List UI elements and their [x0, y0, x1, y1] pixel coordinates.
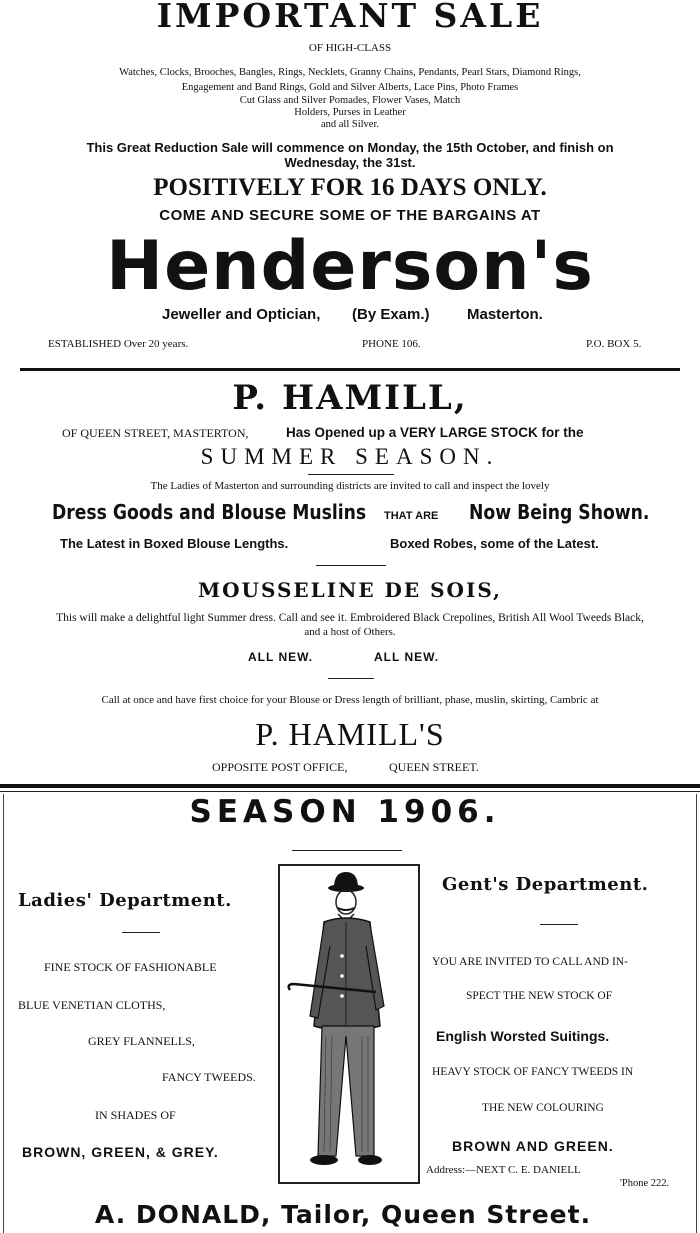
positively-16-days: POSITIVELY FOR 16 DAYS ONLY. [153, 174, 547, 201]
ladies-item-2: BLUE VENETIAN CLOTHS, [18, 998, 166, 1012]
divider-1 [20, 368, 680, 371]
gents-worsted: English Worsted Suitings. [436, 1028, 610, 1044]
goods-line-5: and all Silver. [320, 119, 380, 130]
dress-goods: Dress Goods and Blouse Muslins [52, 500, 367, 524]
divider-2 [0, 784, 700, 788]
hamill-title: P. HAMILL, [232, 378, 468, 418]
henderson-pobox: P.O. BOX 5. [586, 338, 642, 350]
jeweller-optician: Jeweller and Optician, [162, 306, 321, 323]
ladies-item-3: GREY FLANNELLS, [88, 1034, 195, 1048]
ladies-item-4: FANCY TWEEDS. [162, 1070, 256, 1084]
donald-right-border [696, 794, 697, 1233]
season-underline [292, 850, 402, 851]
short-rule-2 [328, 678, 374, 679]
divider-2b [0, 791, 700, 792]
donald-footer: A. DONALD, Tailor, Queen Street. [94, 1200, 592, 1229]
goods-line-1: Watches, Clocks, Brooches, Bangles, Rings, Necklets, Granny Chains, Pendants, Pearl Stars, Diamond Rings, [119, 67, 581, 78]
gents-item-2: SPECT THE NEW STOCK OF [466, 990, 613, 1002]
ladies-colours: BROWN, GREEN, & GREY. [22, 1144, 219, 1160]
gents-heading: Gent's Department. [442, 874, 649, 895]
by-exam: (By Exam.) [352, 306, 430, 323]
delight-line-2: and a host of Others. [304, 626, 396, 638]
hamills-sign: P. HAMILL'S [255, 716, 445, 752]
goods-line-2: Engagement and Band Rings, Gold and Silver Alberts, Lace Pins, Photo Frames [181, 82, 519, 93]
boxed-robes: Boxed Robes, some of the Latest. [390, 536, 599, 551]
gents-item-3: HEAVY STOCK OF FANCY TWEEDS IN [432, 1066, 634, 1078]
gentleman-figure-icon [280, 866, 418, 1182]
ladies-rule [122, 932, 160, 933]
season-1906: SEASON 1906. [189, 794, 501, 830]
hamill-queen-street: QUEEN STREET. [389, 760, 479, 774]
has-opened: Has Opened up a VERY LARGE STOCK for the [286, 425, 584, 440]
henderson-advert [0, 0, 700, 372]
donald-phone: 'Phone 222. [620, 1178, 670, 1189]
of-queen-street: OF QUEEN STREET, MASTERTON, [62, 426, 249, 440]
gentleman-illustration [278, 864, 420, 1184]
now-being-shown: Now Being Shown. [469, 500, 650, 524]
ladies-item-1: FINE STOCK OF FASHIONABLE [44, 960, 217, 974]
summer-underline [308, 474, 394, 475]
town-masterton: Masterton. [467, 306, 543, 323]
gents-item-1: YOU ARE INVITED TO CALL AND IN- [432, 956, 628, 968]
summer-season: SUMMER SEASON. [200, 444, 500, 469]
donald-left-border [3, 794, 4, 1233]
henderson-title: IMPORTANT SALE [156, 0, 544, 35]
short-rule-1 [316, 565, 386, 566]
goods-line-4: Holders, Purses in Leather [294, 107, 406, 118]
of-high-class: OF HIGH-CLASS [308, 42, 392, 54]
gents-rule [540, 924, 578, 925]
mousseline-de-sois: MOUSSELINE DE SOIS, [197, 578, 503, 602]
donald-address: Address:—NEXT C. E. DANIELL [426, 1164, 581, 1176]
that-are: THAT ARE [384, 510, 439, 522]
latest-boxed: The Latest in Boxed Blouse Lengths. [60, 536, 289, 551]
call-at-once: Call at once and have first choice for your Blouse or Dress length of brilliant, phase, muslin, skirting, Cambric at [101, 694, 599, 706]
gents-colours: BROWN AND GREEN. [452, 1138, 614, 1154]
ladies-heading: Ladies' Department. [18, 890, 232, 911]
hamill-advert [0, 372, 700, 784]
all-new-2: ALL NEW. [374, 650, 440, 664]
goods-line-3: Cut Glass and Silver Pomades, Flower Vases, Match [239, 95, 461, 106]
reduction-line-1: This Great Reduction Sale will commence on Monday, the 15th October, and finish on [86, 140, 614, 155]
gents-item-4: THE NEW COLOURING [482, 1102, 604, 1114]
ladies-item-5: IN SHADES OF [95, 1108, 176, 1122]
delight-line-1: This will make a delightful light Summer dress. Call and see it. Embroidered Black Crepolines, British All Wool Tweeds Black, [56, 612, 644, 624]
all-new-1: ALL NEW. [248, 650, 314, 664]
come-and-secure: COME AND SECURE SOME OF THE BARGAINS AT [159, 207, 541, 224]
ladies-invite: The Ladies of Masterton and surrounding districts are invited to call and inspect the lovely [150, 480, 550, 492]
established: ESTABLISHED Over 20 years. [48, 338, 189, 350]
donald-advert [0, 794, 700, 1233]
reduction-line-2: Wednesday, the 31st. [284, 155, 416, 170]
hendersons-shop-name: Henderson's [106, 227, 594, 306]
opposite-post-office: OPPOSITE POST OFFICE, [212, 760, 348, 774]
henderson-phone: PHONE 106. [362, 338, 421, 350]
